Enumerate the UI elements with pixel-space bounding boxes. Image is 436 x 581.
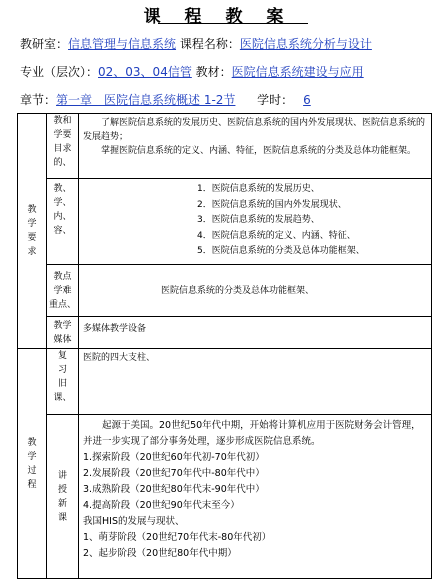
- domestic-title: 我国HIS的发展与现状、: [83, 516, 185, 527]
- review-label: 复 习 旧 课、: [47, 349, 79, 415]
- list-item: 3．医院信息系统的发展趋势、: [197, 215, 320, 226]
- keypoints-label: 教点 学难 重点、: [47, 265, 79, 317]
- content-label: 教、 学、 内、 容、: [47, 179, 79, 265]
- lesson-plan-table: [17, 113, 432, 579]
- dept-label: 教研室：: [20, 37, 69, 51]
- title-underline: [158, 23, 308, 24]
- keypoints-text: 医院信息系统的分类及总体功能框架、: [79, 265, 432, 317]
- objectives-label: 教和 学要 目求 的、: [47, 114, 79, 179]
- new-lesson-intro: 起源于美国。20世纪50年代中期，开始将计算机应用于医院财务会计管理，并进一步实现了部分事务处理，逐步形成医院信息系统。: [83, 420, 421, 447]
- media-label: 教学 媒体: [47, 317, 79, 349]
- page-title: 课 程 教 案: [143, 7, 293, 27]
- textbook-label: 教材：: [195, 65, 232, 79]
- header-row-dept: [20, 36, 372, 52]
- list-item: 2、起步阶段（20世纪80年代中期）: [83, 548, 237, 559]
- list-item: 5．医院信息系统的分类及总体功能框架、: [197, 246, 365, 257]
- review-text: 医院的四大支柱、: [79, 349, 432, 415]
- dept-value: 信息管理与信息系统: [68, 37, 177, 51]
- teaching-requirements-label: 教 学 要 求: [18, 114, 47, 349]
- list-item: 3.成熟阶段（20世纪80年代末-90年代中）: [83, 484, 265, 495]
- list-item: 1．医院信息系统的发展历史、: [197, 184, 320, 194]
- hours-value: 6: [303, 93, 311, 107]
- list-item: 1、萌芽阶段（20世纪70年代末-80年代初）: [83, 532, 272, 543]
- header-row-chapter: [20, 92, 321, 108]
- media-text: 多媒体教学设备: [79, 317, 432, 349]
- chapter-label: 章节：: [20, 93, 57, 107]
- new-lesson-label: 讲 授 新 课: [47, 415, 79, 579]
- objectives-text: 了解医院信息系统的发展历史、医院信息系统的国内外发展现状、医院信息系统的发展趋势； 掌握医院信息系统的定义、内涵、特征，医院信息系统的分类及总体功能框架。: [79, 114, 432, 179]
- major-value: 02、03、04信管: [98, 65, 192, 79]
- content-list: [79, 179, 432, 265]
- textbook-value: 医院信息系统建设与应用: [231, 65, 364, 79]
- list-item: 2．医院信息系统的国内外发展现状、: [197, 199, 347, 210]
- course-label: 课程名称：: [179, 37, 240, 51]
- new-lesson-text: [79, 415, 432, 579]
- chapter-value: 第一章 医院信息系统概述 1-2节: [56, 93, 236, 107]
- major-label: 专业（层次）：: [20, 65, 99, 79]
- list-item: 4．医院信息系统的定义、内涵、特征、: [197, 230, 356, 241]
- hours-label: 学时：: [257, 93, 294, 107]
- list-item: 2.发展阶段（20世纪70年代中-80年代中）: [83, 468, 265, 479]
- teaching-process-label: 教 学 过 程: [18, 349, 47, 579]
- header-row-major: [20, 64, 364, 80]
- list-item: 4.提高阶段（20世纪90年代末至今）: [83, 500, 240, 511]
- list-item: 1.探索阶段（20世纪60年代初-70年代初）: [83, 452, 265, 463]
- course-value: 医院信息系统分析与设计: [239, 37, 372, 51]
